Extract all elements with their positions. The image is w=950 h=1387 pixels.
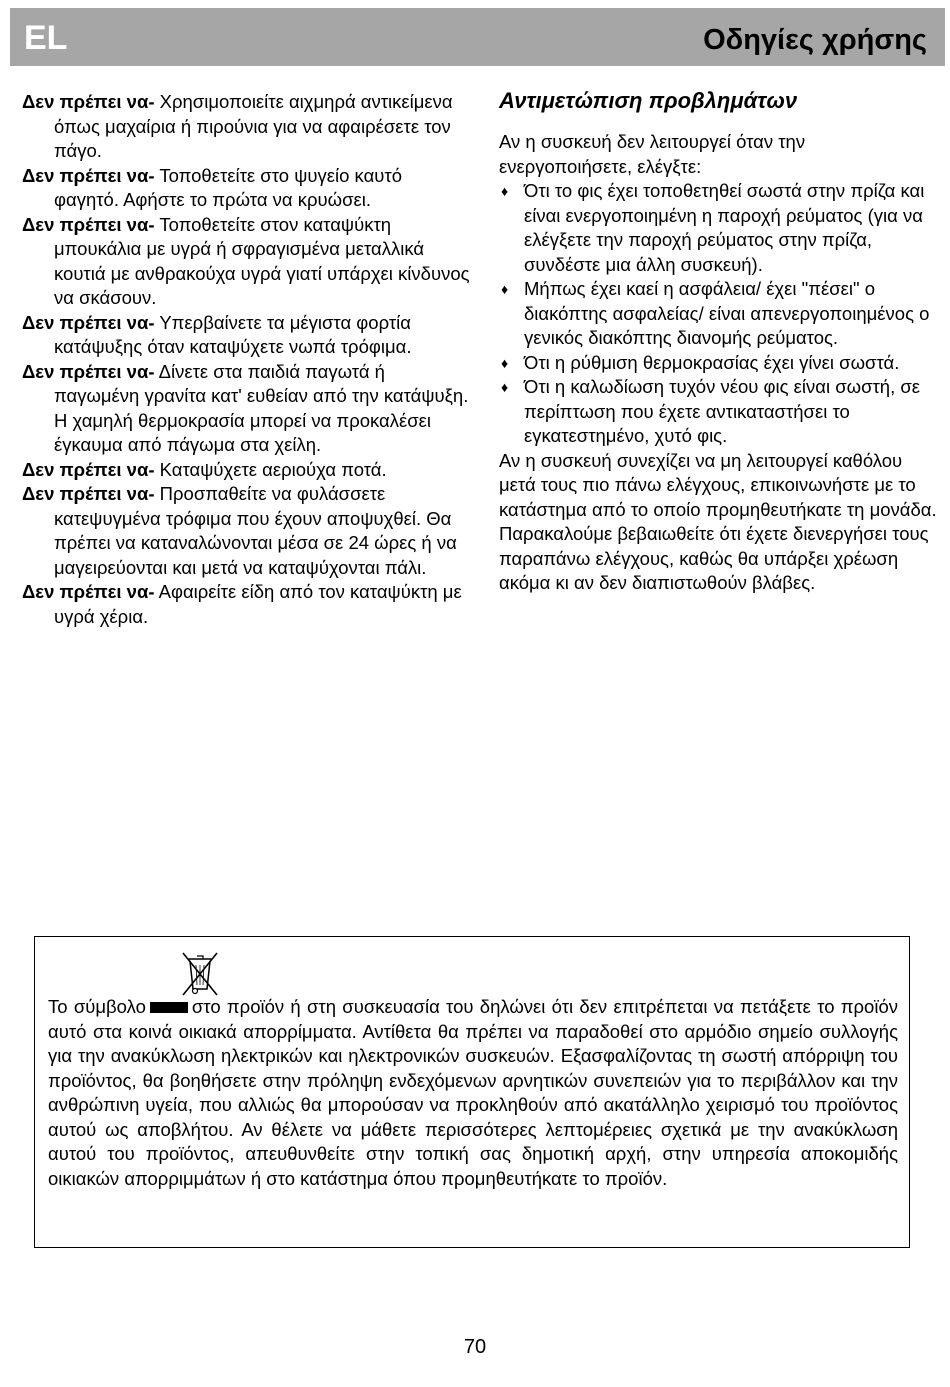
warning-label: Δεν πρέπει να- — [22, 91, 155, 112]
warning-label: Δεν πρέπει να- — [22, 213, 155, 235]
weee-disposal-notice — [34, 936, 910, 1248]
warning-item — [22, 213, 472, 311]
check-item — [499, 351, 939, 376]
diamond-bullet-icon: ♦ — [501, 379, 509, 395]
bin-underbar-icon — [150, 1002, 188, 1013]
weee-text — [48, 995, 898, 1191]
diamond-bullet-icon: ♦ — [501, 281, 509, 297]
check-text: Ότι η ρύθμιση θερμοκρασίας έχει γίνει σωστά. — [524, 351, 900, 373]
warning-label: Δεν πρέπει να- — [22, 164, 155, 186]
warning-label: Δεν πρέπει να- — [22, 311, 155, 333]
warning-label: Δεν πρέπει να- — [22, 458, 155, 480]
check-item — [499, 375, 939, 449]
page-title: Οδηγίες χρήσης — [703, 24, 927, 56]
warning-text: Υπερβαίνετε τα μέγιστα φορτία κατάψυξης όταν καταψύχετε νωπά τρόφιμα. — [54, 311, 412, 357]
crossed-out-wheeled-bin-icon — [180, 951, 220, 997]
warning-text: Αφαιρείτε είδη από τον καταψύκτη με υγρά χέρια. — [54, 581, 462, 627]
weee-text-start: Το σύμβολο — [48, 996, 146, 1017]
warning-text: Δίνετε στα παιδιά παγωτά ή παγωμένη γρανίτα κατ' ευθείαν από την κατάψυξη. Η χαμηλή θερμοκρασία μπορεί να προκαλέσει έγκαυμα από πάγωμα στα χείλη. — [54, 360, 469, 455]
check-item — [499, 179, 939, 277]
check-text: Ότι η καλωδίωση τυχόν νέου φις είναι σωστή, σε περίπτωση που έχετε αντικαταστήσει το εγκατεστημένο, χυτό φις. — [524, 376, 921, 446]
warning-label: Δεν πρέπει να- — [22, 483, 155, 504]
diamond-bullet-icon: ♦ — [501, 354, 509, 371]
check-text: Μήπως έχει καεί η ασφάλεια/ έχει "πέσει" ο διακόπτης ασφαλείας/ είναι απενεργοποιημένος ο γενικός διακόπτης διανομής ρεύματος. — [524, 278, 930, 348]
troubleshooting-heading: Αντιμετώπιση προβλημάτων — [499, 88, 798, 113]
warning-label: Δεν πρέπει να- — [22, 360, 155, 382]
weee-text-body: στο προϊόν ή στη συσκευασία του δηλώνει ότι δεν επιτρέπεται να πετάξετε το προϊόν αυτό στα κοινά οικιακά απορρίμματα. Αντίθετα θα πρέπει να παραδοθεί στο αρμόδιο σημείο συλλογής για την ανακύκλωση ηλεκτρικών και ηλεκτρονικών συσκευών. Εξασφαλίζοντας τη σωστή απόρριψη του προϊόντος, θα βοηθήσετε στην πρόληψη ενδεχόμενων αρνητικών συνεπειών για το περιβάλλον και την ανθρώπινη υγεία, που αλλιώς θα μπορούσαν να προκληθούν από ακατάλληλο χειρισμό του προϊόντος αυτού ως αποβλήτου. Αν θέλετε να μάθετε περισσότερες λεπτομέρειες σχετικά με την ανακύκλωση αυτού του προϊόντος, απευθυνθείτε στην τοπική σας δημοτική αρχή, στην υπηρεσία αποκομιδής οικιακών απορριμμάτων ή στο κατάστημα όπου προμηθευτήκατε το προϊόν. — [48, 996, 898, 1189]
page-header — [10, 8, 945, 66]
warning-label: Δεν πρέπει να- — [22, 581, 155, 602]
check-text: Ότι το φις έχει τοποθετηθεί σωστά στην πρίζα και είναι ενεργοποιημένη η παροχή ρεύματος (για να ελέγξετε την παροχή ρεύματος στην πρίζα, συνδέστε μια άλλη συσκευή). — [524, 180, 925, 275]
troubleshooting-note: Παρακαλούμε βεβαιωθείτε ότι έχετε διενεργήσει τους παραπάνω ελέγχους, καθώς θα υπάρξει χρέωση ακόμα κι αν δεν διαπιστωθούν βλάβες. — [499, 523, 929, 593]
troubleshooting-checklist — [499, 179, 939, 449]
warning-item — [22, 90, 472, 164]
warning-item — [22, 458, 472, 483]
warning-item — [22, 482, 472, 580]
warning-text: Καταψύχετε αεριούχα ποτά. — [159, 458, 387, 480]
warning-text: Προσπαθείτε να φυλάσσετε κατεψυγμένα τρόφιμα που έχουν αποψυχθεί. Θα πρέπει να καταναλώνονται μέσα σε 24 ώρες ή να μαγειρεύονται και μετά να καταψύχονται πάλι. — [54, 483, 457, 578]
warning-item — [22, 360, 472, 458]
troubleshooting-intro: Αν η συσκευή δεν λειτουργεί όταν την ενεργοποιήσετε, ελέγξτε: — [499, 131, 806, 177]
warning-text: Τοποθετείτε στον καταψύκτη μπουκάλια με υγρά ή σφραγισμένα μεταλλικά κουτιά με ανθρακούχα υγρά γιατί υπάρχει κίνδυνος να σκάσουν. — [54, 213, 470, 308]
page-number: 70 — [463, 1336, 487, 1358]
diamond-bullet-icon: ♦ — [501, 183, 509, 199]
troubleshooting-column — [499, 86, 939, 596]
warning-text: Χρησιμοποιείτε αιχμηρά αντικείμενα όπως μαχαίρια ή πιρούνια για να αφαιρέσετε τον πάγο. — [54, 91, 453, 161]
check-item — [499, 277, 939, 351]
troubleshooting-outro: Αν η συσκευή συνεχίζει να μη λειτουργεί καθόλου μετά τους πιο πάνω ελέγχους, επικοινωνήστε με το κατάστημα από το οποίο προμηθευτήκατε τη μονάδα. — [499, 449, 937, 520]
warnings-column — [22, 90, 472, 629]
warning-item — [22, 580, 472, 629]
warning-item — [22, 164, 472, 213]
warning-text: Τοποθετείτε στο ψυγείο καυτό φαγητό. Αφήστε το πρώτα να κρυώσει. — [54, 164, 402, 210]
warning-item — [22, 311, 472, 360]
language-code: EL — [24, 19, 68, 57]
